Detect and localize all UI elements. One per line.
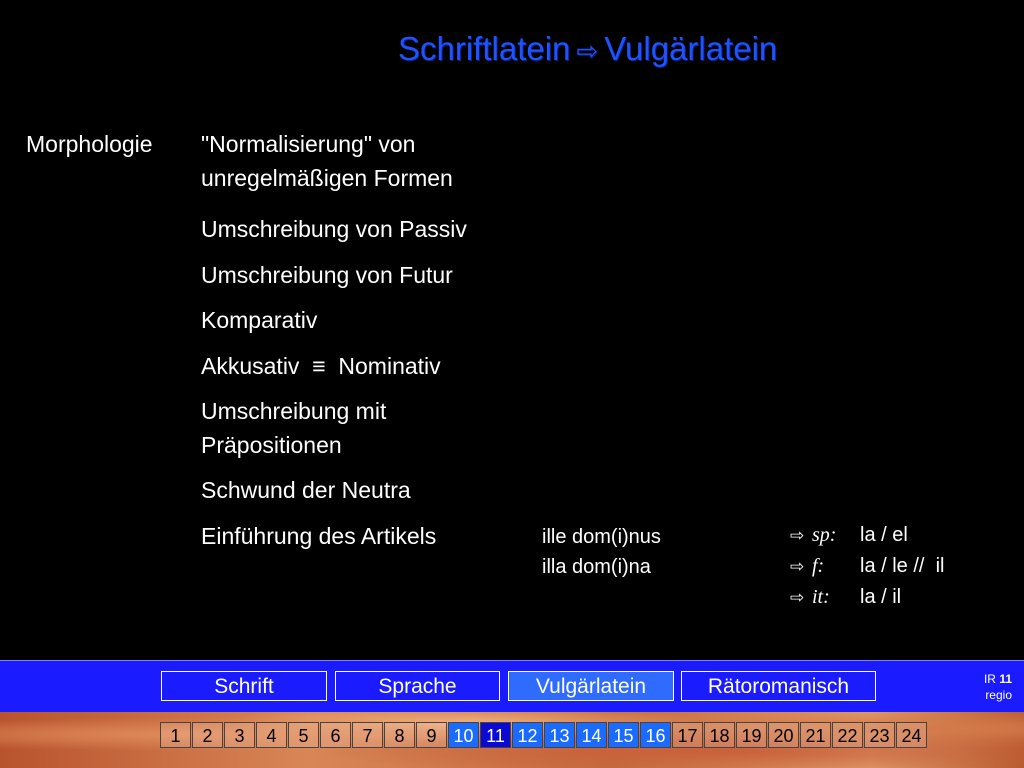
page-button-10[interactable]: 10 xyxy=(448,722,479,748)
page-button-15[interactable]: 15 xyxy=(608,722,639,748)
nav-button-sprache[interactable]: Sprache xyxy=(335,671,500,701)
item-passiv: Umschreibung von Passiv xyxy=(201,216,467,242)
lang-label: it: xyxy=(812,586,830,608)
item-praepositionen-2: Präpositionen xyxy=(201,432,342,458)
item-praepositionen-1: Umschreibung mit xyxy=(201,398,387,424)
item-komparativ: Komparativ xyxy=(201,307,318,333)
page-button-19[interactable]: 19 xyxy=(736,722,767,748)
right-arrow-icon: ⇨ xyxy=(790,557,805,577)
nav-button-schrift[interactable]: Schrift xyxy=(161,671,327,701)
article-forms: la / el xyxy=(860,524,908,546)
slide-title xyxy=(398,30,777,68)
nav-button-raetoromanisch[interactable]: Rätoromanisch xyxy=(681,671,876,701)
page-button-24[interactable]: 24 xyxy=(896,722,927,748)
page-button-21[interactable]: 21 xyxy=(800,722,831,748)
lang-label: sp: xyxy=(812,524,837,546)
page-button-13[interactable]: 13 xyxy=(544,722,575,748)
item-artikel: Einführung des Artikels xyxy=(201,523,437,549)
ir-sub: regio xyxy=(985,688,1012,702)
item-neutra: Schwund der Neutra xyxy=(201,477,411,503)
right-arrow-icon: ⇨ xyxy=(790,588,805,608)
page-button-14[interactable]: 14 xyxy=(576,722,607,748)
result-row-it xyxy=(790,586,944,617)
latin-masculine: ille dom(i)nus xyxy=(542,526,661,548)
page-button-5[interactable]: 5 xyxy=(288,722,319,748)
item-futur: Umschreibung von Futur xyxy=(201,262,453,288)
category-label: Morphologie xyxy=(26,131,153,157)
article-forms: la / le // il xyxy=(860,555,945,577)
page-button-9[interactable]: 9 xyxy=(416,722,447,748)
ir-number: 11 xyxy=(999,672,1012,686)
page-button-12[interactable]: 12 xyxy=(512,722,543,748)
page-button-8[interactable]: 8 xyxy=(384,722,415,748)
page-button-22[interactable]: 22 xyxy=(832,722,863,748)
page-navigation xyxy=(160,722,928,748)
lang-label: f: xyxy=(812,555,825,577)
ir-label: IR xyxy=(983,672,996,686)
page-button-7[interactable]: 7 xyxy=(352,722,383,748)
page-button-1[interactable]: 1 xyxy=(160,722,191,748)
item-akkusativ: Akkusativ ≡ Nominativ xyxy=(201,353,441,379)
right-arrow-icon: ⇨ xyxy=(576,37,599,67)
page-button-2[interactable]: 2 xyxy=(192,722,223,748)
result-row-sp xyxy=(790,524,944,555)
page-button-20[interactable]: 20 xyxy=(768,722,799,748)
title-left: Schriftlatein xyxy=(398,30,571,67)
page-button-16[interactable]: 16 xyxy=(640,722,671,748)
latin-feminine: illa dom(i)na xyxy=(542,556,651,578)
title-right: Vulgärlatein xyxy=(604,30,778,67)
page-button-18[interactable]: 18 xyxy=(704,722,735,748)
article-results xyxy=(790,524,944,617)
result-row-f xyxy=(790,555,944,586)
item-normalisierung-2: unregelmäßigen Formen xyxy=(201,165,453,191)
page-button-6[interactable]: 6 xyxy=(320,722,351,748)
page-button-4[interactable]: 4 xyxy=(256,722,287,748)
page-button-17[interactable]: 17 xyxy=(672,722,703,748)
page-button-23[interactable]: 23 xyxy=(864,722,895,748)
page-button-11[interactable]: 11 xyxy=(480,722,511,748)
item-normalisierung-1: "Normalisierung" von xyxy=(201,131,416,157)
nav-button-vulgaerlatein[interactable]: Vulgärlatein xyxy=(508,671,674,701)
section-indicator xyxy=(984,671,1012,703)
navigation-bar xyxy=(0,660,1024,713)
article-forms: la / il xyxy=(860,586,902,608)
page-button-3[interactable]: 3 xyxy=(224,722,255,748)
right-arrow-icon: ⇨ xyxy=(790,526,805,546)
map-footer xyxy=(0,712,1024,768)
